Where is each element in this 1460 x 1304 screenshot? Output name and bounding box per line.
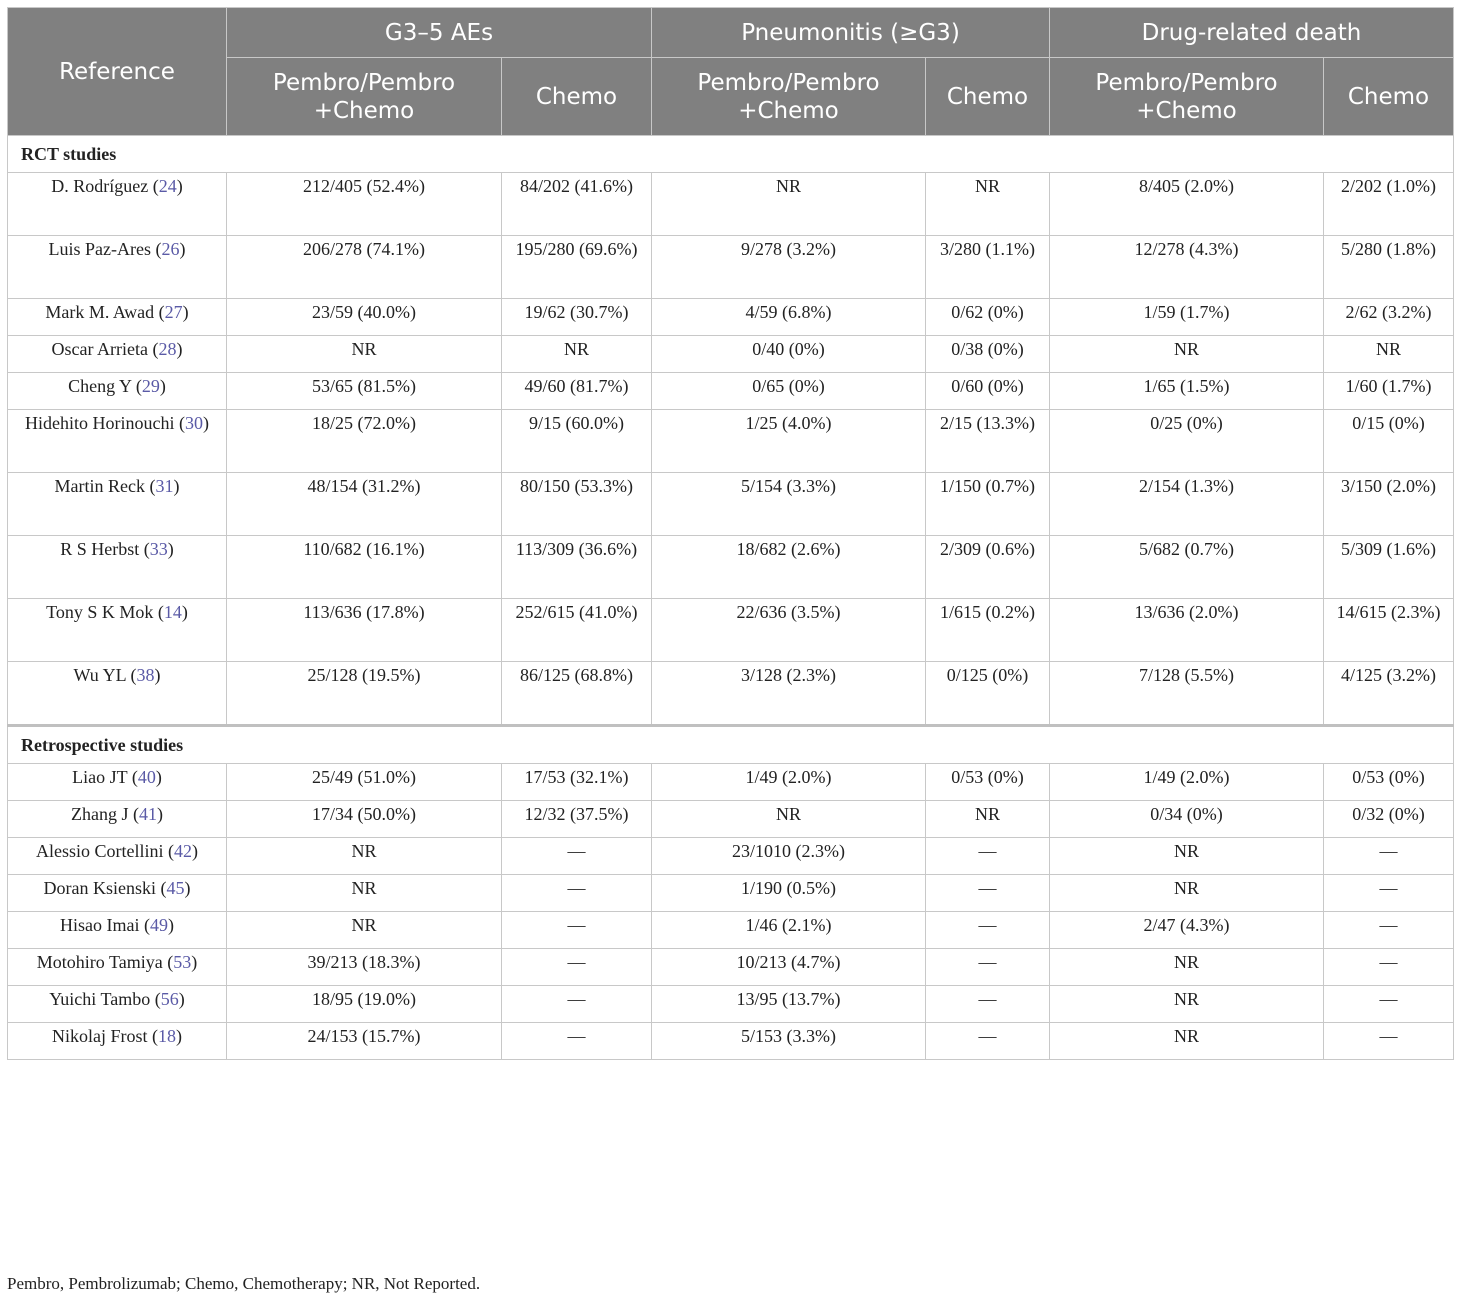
close-paren: ): [157, 804, 163, 824]
subheader-pembro: Pembro/Pembro +Chemo: [1050, 58, 1324, 136]
cell-dd-pembro: NR: [1050, 1023, 1324, 1060]
cell-pn-pembro: NR: [652, 173, 926, 236]
close-paren: ): [179, 239, 186, 259]
cell-dd-pembro: 8/405 (2.0%): [1050, 173, 1324, 236]
reference-cell: [8, 599, 227, 662]
reference-cell: [8, 838, 227, 875]
author-name: Tony S K Mok: [46, 602, 154, 622]
table-row: [8, 949, 1454, 986]
cell-g3-chemo: 9/15 (60.0%): [502, 410, 652, 473]
close-paren: ): [159, 376, 166, 396]
table-header: [8, 8, 1454, 136]
table-row: [8, 838, 1454, 875]
open-paren: (: [128, 804, 139, 824]
open-paren: (: [131, 376, 142, 396]
citation-link[interactable]: 53: [173, 952, 192, 972]
citation-link[interactable]: 49: [149, 915, 168, 935]
author-name: D. Rodríguez: [51, 176, 149, 196]
cell-g3-chemo: —: [502, 875, 652, 912]
cell-pn-chemo: NR: [926, 173, 1050, 236]
cell-g3-pembro: 206/278 (74.1%): [227, 236, 502, 299]
cell-dd-chemo: —: [1324, 838, 1454, 875]
cell-pn-chemo: 2/15 (13.3%): [926, 410, 1050, 473]
table-row: [8, 336, 1454, 373]
cell-pn-chemo: NR: [926, 801, 1050, 838]
cell-pn-chemo: —: [926, 838, 1050, 875]
cell-dd-chemo: 5/280 (1.8%): [1324, 236, 1454, 299]
open-paren: (: [139, 539, 150, 559]
cell-dd-pembro: 2/154 (1.3%): [1050, 473, 1324, 536]
close-paren: ): [173, 476, 180, 496]
reference-cell: [8, 173, 227, 236]
cell-pn-pembro: 5/153 (3.3%): [652, 1023, 926, 1060]
table-row: [8, 599, 1454, 662]
citation-link[interactable]: 26: [161, 239, 180, 259]
cell-pn-chemo: 0/38 (0%): [926, 336, 1050, 373]
cell-dd-chemo: 14/615 (2.3%): [1324, 599, 1454, 662]
close-paren: ): [202, 413, 209, 433]
cell-pn-pembro: 3/128 (2.3%): [652, 662, 926, 726]
citation-link[interactable]: 38: [136, 665, 155, 685]
cell-g3-chemo: —: [502, 912, 652, 949]
cell-dd-chemo: —: [1324, 949, 1454, 986]
section-label-rct: RCT studies: [8, 136, 1454, 173]
cell-pn-chemo: 1/150 (0.7%): [926, 473, 1050, 536]
cell-dd-pembro: 0/34 (0%): [1050, 801, 1324, 838]
cell-pn-pembro: 1/190 (0.5%): [652, 875, 926, 912]
cell-dd-chemo: —: [1324, 912, 1454, 949]
open-paren: (: [150, 989, 161, 1009]
cell-pn-pembro: 4/59 (6.8%): [652, 299, 926, 336]
cell-pn-pembro: 9/278 (3.2%): [652, 236, 926, 299]
open-paren: (: [147, 1026, 158, 1046]
cell-dd-pembro: NR: [1050, 838, 1324, 875]
cell-pn-chemo: —: [926, 949, 1050, 986]
citation-link[interactable]: 27: [164, 302, 183, 322]
cell-pn-pembro: 1/49 (2.0%): [652, 764, 926, 801]
cell-dd-chemo: 4/125 (3.2%): [1324, 662, 1454, 726]
cell-dd-pembro: NR: [1050, 336, 1324, 373]
cell-pn-pembro: 0/40 (0%): [652, 336, 926, 373]
reference-cell: [8, 299, 227, 336]
open-paren: (: [154, 302, 165, 322]
cell-dd-pembro: 13/636 (2.0%): [1050, 599, 1324, 662]
table-row: [8, 410, 1454, 473]
cell-dd-chemo: —: [1324, 1023, 1454, 1060]
cell-g3-chemo: —: [502, 949, 652, 986]
cell-pn-pembro: 0/65 (0%): [652, 373, 926, 410]
close-paren: ): [181, 602, 188, 622]
cell-g3-chemo: 80/150 (53.3%): [502, 473, 652, 536]
citation-link[interactable]: 40: [137, 767, 156, 787]
cell-g3-pembro: 212/405 (52.4%): [227, 173, 502, 236]
author-name: Hisao Imai: [60, 915, 140, 935]
cell-dd-pembro: NR: [1050, 949, 1324, 986]
reference-cell: [8, 336, 227, 373]
author-name: Zhang J: [71, 804, 129, 824]
table-row: [8, 912, 1454, 949]
cell-g3-pembro: NR: [227, 838, 502, 875]
cell-pn-pembro: 13/95 (13.7%): [652, 986, 926, 1023]
citation-link[interactable]: 31: [155, 476, 174, 496]
table-row: [8, 875, 1454, 912]
author-name: Alessio Cortellini: [36, 841, 164, 861]
cell-g3-chemo: 12/32 (37.5%): [502, 801, 652, 838]
cell-pn-pembro: 5/154 (3.3%): [652, 473, 926, 536]
cell-g3-chemo: 49/60 (81.7%): [502, 373, 652, 410]
cell-g3-chemo: 17/53 (32.1%): [502, 764, 652, 801]
cell-pn-pembro: NR: [652, 801, 926, 838]
reference-header: Reference: [8, 8, 227, 136]
cell-g3-pembro: 110/682 (16.1%): [227, 536, 502, 599]
cell-g3-pembro: 113/636 (17.8%): [227, 599, 502, 662]
table-row: [8, 764, 1454, 801]
open-paren: (: [150, 239, 162, 259]
open-paren: (: [147, 339, 159, 359]
cell-g3-chemo: 86/125 (68.8%): [502, 662, 652, 726]
cell-g3-pembro: 24/153 (15.7%): [227, 1023, 502, 1060]
close-paren: ): [184, 878, 191, 898]
open-paren: (: [155, 878, 167, 898]
cell-dd-pembro: 12/278 (4.3%): [1050, 236, 1324, 299]
reference-cell: [8, 373, 227, 410]
citation-link[interactable]: 28: [158, 339, 177, 359]
cell-dd-chemo: 0/15 (0%): [1324, 410, 1454, 473]
cell-dd-chemo: 5/309 (1.6%): [1324, 536, 1454, 599]
open-paren: (: [148, 176, 159, 196]
cell-pn-pembro: 10/213 (4.7%): [652, 949, 926, 986]
cell-dd-chemo: NR: [1324, 336, 1454, 373]
close-paren: ): [192, 841, 198, 861]
reference-cell: [8, 949, 227, 986]
cell-pn-chemo: —: [926, 875, 1050, 912]
citation-link[interactable]: 18: [158, 1026, 176, 1046]
reference-cell: [8, 662, 227, 726]
cell-g3-chemo: 252/615 (41.0%): [502, 599, 652, 662]
cell-g3-chemo: 19/62 (30.7%): [502, 299, 652, 336]
table-row: [8, 1023, 1454, 1060]
close-paren: ): [182, 302, 189, 322]
cell-pn-chemo: 1/615 (0.2%): [926, 599, 1050, 662]
close-paren: ): [167, 539, 174, 559]
reference-cell: [8, 473, 227, 536]
cell-pn-chemo: —: [926, 986, 1050, 1023]
reference-cell: [8, 236, 227, 299]
cell-dd-pembro: 5/682 (0.7%): [1050, 536, 1324, 599]
table-row: [8, 473, 1454, 536]
table-row: [8, 299, 1454, 336]
table-row: [8, 536, 1454, 599]
reference-cell: [8, 410, 227, 473]
cell-g3-chemo: NR: [502, 336, 652, 373]
close-paren: ): [176, 1026, 182, 1046]
citation-link[interactable]: 30: [184, 413, 203, 433]
cell-g3-pembro: 48/154 (31.2%): [227, 473, 502, 536]
cell-g3-chemo: 113/309 (36.6%): [502, 536, 652, 599]
close-paren: ): [167, 915, 174, 935]
group-header-g3-aes: G3–5 AEs: [227, 8, 652, 58]
subheader-chemo: Chemo: [502, 58, 652, 136]
cell-dd-chemo: 1/60 (1.7%): [1324, 373, 1454, 410]
subheader-chemo: Chemo: [1324, 58, 1454, 136]
cell-g3-chemo: 84/202 (41.6%): [502, 173, 652, 236]
close-paren: ): [155, 767, 162, 787]
close-paren: ): [178, 989, 185, 1009]
subheader-pembro: Pembro/Pembro +Chemo: [227, 58, 502, 136]
table-row: [8, 236, 1454, 299]
cell-pn-chemo: 0/125 (0%): [926, 662, 1050, 726]
table-row: [8, 173, 1454, 236]
cell-pn-chemo: —: [926, 912, 1050, 949]
cell-g3-pembro: 53/65 (81.5%): [227, 373, 502, 410]
cell-dd-chemo: —: [1324, 875, 1454, 912]
cell-g3-chemo: —: [502, 1023, 652, 1060]
section-label-retrospective: Retrospective studies: [8, 726, 1454, 764]
author-name: Liao JT: [72, 767, 128, 787]
citation-link[interactable]: 42: [174, 841, 192, 861]
reference-cell: [8, 912, 227, 949]
citation-link[interactable]: 14: [163, 602, 182, 622]
reference-cell: [8, 801, 227, 838]
reference-cell: [8, 536, 227, 599]
cell-g3-pembro: NR: [227, 875, 502, 912]
cell-g3-chemo: —: [502, 986, 652, 1023]
reference-cell: [8, 764, 227, 801]
cell-pn-chemo: 0/62 (0%): [926, 299, 1050, 336]
cell-g3-chemo: 195/280 (69.6%): [502, 236, 652, 299]
author-name: Hidehito Horinouchi: [25, 413, 175, 433]
cell-g3-pembro: 25/128 (19.5%): [227, 662, 502, 726]
open-paren: (: [127, 767, 138, 787]
open-paren: (: [125, 665, 137, 685]
author-name: Nikolaj Frost: [51, 1026, 148, 1046]
author-name: Motohiro Tamiya: [36, 952, 163, 972]
reference-cell: [8, 1023, 227, 1060]
cell-dd-chemo: 3/150 (2.0%): [1324, 473, 1454, 536]
cell-dd-pembro: 2/47 (4.3%): [1050, 912, 1324, 949]
close-paren: ): [191, 952, 198, 972]
cell-dd-chemo: 2/202 (1.0%): [1324, 173, 1454, 236]
subheader-chemo: Chemo: [926, 58, 1050, 136]
cell-pn-pembro: 23/1010 (2.3%): [652, 838, 926, 875]
group-header-pneumonitis: Pneumonitis (≥G3): [652, 8, 1050, 58]
cell-dd-pembro: 7/128 (5.5%): [1050, 662, 1324, 726]
author-name: Doran Ksienski: [43, 878, 156, 898]
open-paren: (: [174, 413, 185, 433]
cell-g3-pembro: 39/213 (18.3%): [227, 949, 502, 986]
cell-pn-pembro: 1/46 (2.1%): [652, 912, 926, 949]
author-name: Oscar Arrieta: [51, 339, 148, 359]
open-paren: (: [153, 602, 164, 622]
cell-pn-chemo: 0/53 (0%): [926, 764, 1050, 801]
cell-dd-pembro: 0/25 (0%): [1050, 410, 1324, 473]
author-name: R S Herbst: [60, 539, 140, 559]
cell-g3-pembro: NR: [227, 336, 502, 373]
reference-cell: [8, 875, 227, 912]
cell-pn-chemo: 2/309 (0.6%): [926, 536, 1050, 599]
cell-dd-pembro: 1/59 (1.7%): [1050, 299, 1324, 336]
open-paren: (: [139, 915, 150, 935]
author-name: Wu YL: [73, 665, 126, 685]
table-row: [8, 373, 1454, 410]
citation-link[interactable]: 29: [141, 376, 160, 396]
cell-dd-pembro: 1/65 (1.5%): [1050, 373, 1324, 410]
cell-g3-pembro: NR: [227, 912, 502, 949]
close-paren: ): [176, 176, 183, 196]
citation-link[interactable]: 41: [139, 804, 157, 824]
citation-link[interactable]: 45: [166, 878, 185, 898]
adverse-events-table: [7, 7, 1454, 1060]
group-header-drug-related-death: Drug-related death: [1050, 8, 1454, 58]
open-paren: (: [163, 841, 174, 861]
close-paren: ): [154, 665, 161, 685]
cell-dd-pembro: NR: [1050, 986, 1324, 1023]
citation-link[interactable]: 24: [158, 176, 177, 196]
cell-dd-chemo: —: [1324, 986, 1454, 1023]
subheader-pembro: Pembro/Pembro +Chemo: [652, 58, 926, 136]
cell-pn-pembro: 18/682 (2.6%): [652, 536, 926, 599]
cell-pn-chemo: 0/60 (0%): [926, 373, 1050, 410]
cell-dd-pembro: NR: [1050, 875, 1324, 912]
cell-dd-chemo: 0/32 (0%): [1324, 801, 1454, 838]
author-name: Cheng Y: [68, 376, 132, 396]
author-name: Mark M. Awad: [45, 302, 155, 322]
cell-dd-chemo: 0/53 (0%): [1324, 764, 1454, 801]
author-name: Luis Paz-Ares: [48, 239, 151, 259]
cell-g3-pembro: 18/95 (19.0%): [227, 986, 502, 1023]
cell-pn-pembro: 22/636 (3.5%): [652, 599, 926, 662]
table-row: [8, 801, 1454, 838]
cell-pn-chemo: —: [926, 1023, 1050, 1060]
cell-pn-chemo: 3/280 (1.1%): [926, 236, 1050, 299]
cell-g3-chemo: —: [502, 838, 652, 875]
close-paren: ): [176, 339, 183, 359]
table-row: [8, 986, 1454, 1023]
open-paren: (: [144, 476, 156, 496]
author-name: Martin Reck: [54, 476, 145, 496]
citation-link[interactable]: 33: [149, 539, 168, 559]
citation-link[interactable]: 56: [160, 989, 179, 1009]
cell-pn-pembro: 1/25 (4.0%): [652, 410, 926, 473]
table-row: [8, 662, 1454, 726]
cell-g3-pembro: 25/49 (51.0%): [227, 764, 502, 801]
author-name: Yuichi Tambo: [49, 989, 151, 1009]
table-footnote: Pembro, Pembrolizumab; Chemo, Chemotherapy; NR, Not Reported.: [7, 1274, 481, 1293]
cell-g3-pembro: 17/34 (50.0%): [227, 801, 502, 838]
cell-g3-pembro: 18/25 (72.0%): [227, 410, 502, 473]
open-paren: (: [162, 952, 174, 972]
cell-dd-pembro: 1/49 (2.0%): [1050, 764, 1324, 801]
table-body: [8, 136, 1454, 1060]
cell-dd-chemo: 2/62 (3.2%): [1324, 299, 1454, 336]
cell-g3-pembro: 23/59 (40.0%): [227, 299, 502, 336]
reference-cell: [8, 986, 227, 1023]
